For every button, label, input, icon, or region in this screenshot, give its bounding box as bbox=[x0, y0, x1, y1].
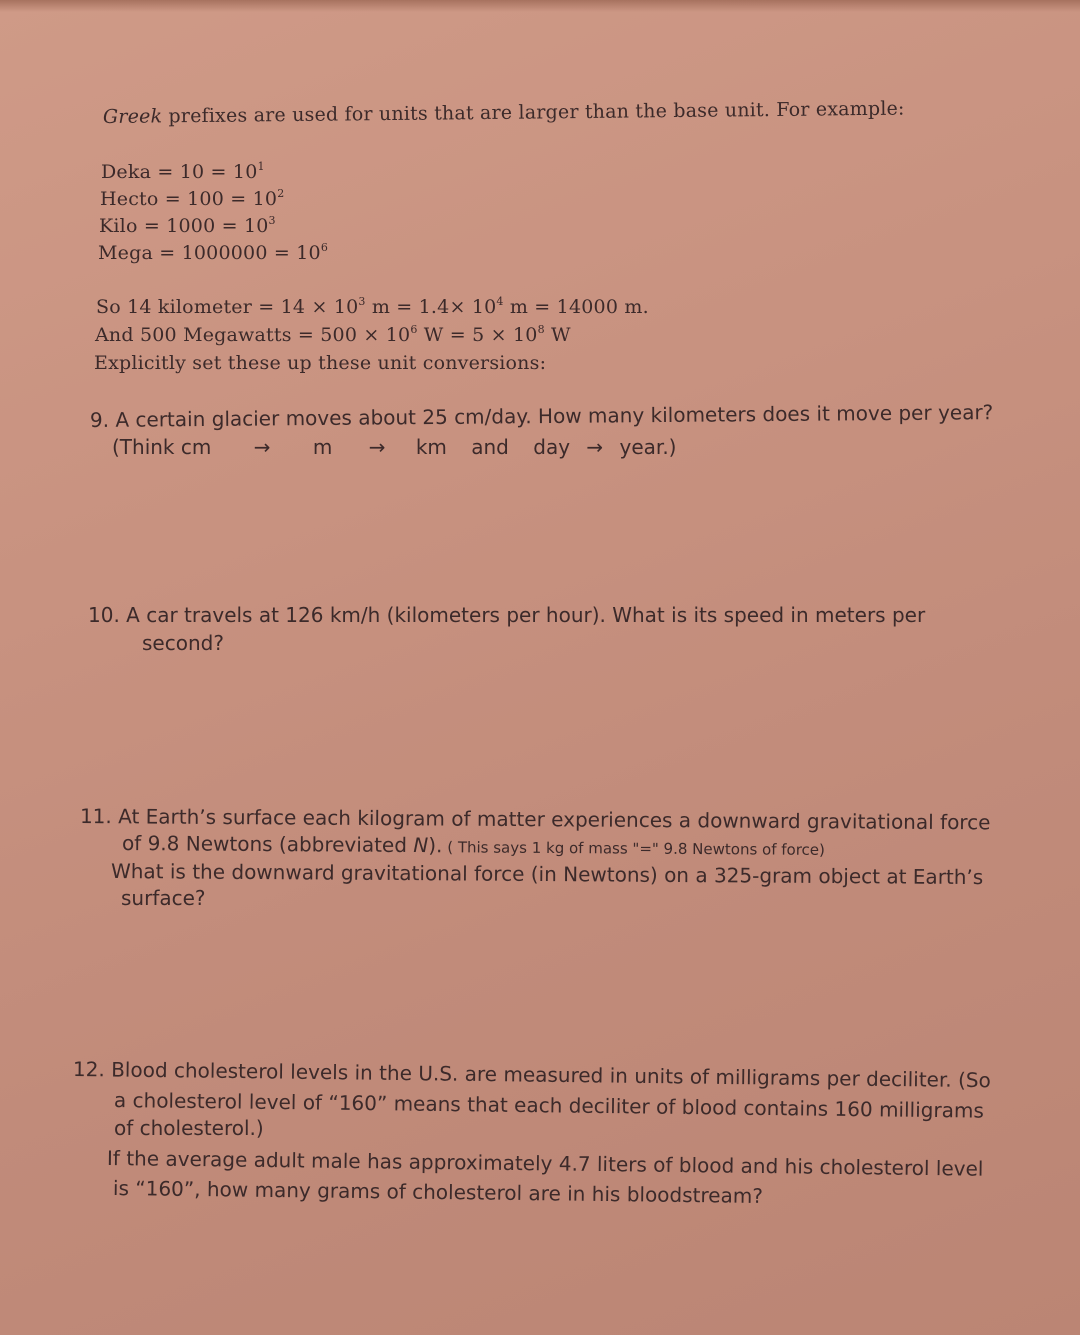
question-9-hint: (Think cm → m → km and day → year.) bbox=[112, 435, 677, 459]
intro-rest: prefixes are used for units that are larger than the base unit. For example: bbox=[162, 97, 905, 128]
intro-text bbox=[102, 97, 905, 128]
question-12-line5: is “160”, how many grams of cholesterol are in his bloodstream? bbox=[112, 1176, 764, 1208]
prefix-kilo: Kilo = $1000 = 10^3$ bbox=[99, 214, 276, 237]
question-12-line4: If the average adult male has approximately 4.7 liters of blood and his cholesterol level bbox=[106, 1146, 984, 1181]
arrow-icon: → bbox=[253, 435, 271, 459]
question-10-cont: second? bbox=[142, 631, 224, 655]
instruction-text: Explicitly set these up these unit conversions: bbox=[94, 352, 547, 374]
question-12: 12. Blood cholesterol levels in the U.S. are measured in units of milligrams per deciliter. (So bbox=[72, 1057, 991, 1093]
arrow-icon: → bbox=[586, 435, 604, 459]
question-9: 9. A certain glacier moves about 25 cm/day. How many kilometers does it move per year? bbox=[89, 400, 994, 432]
question-10: 10. A car travels at 126 km/h (kilometers per hour). What is its speed in meters per bbox=[88, 603, 926, 627]
greek-word: Greek bbox=[102, 105, 163, 128]
prefix-hecto: Hecto = $100 = 10^2$ bbox=[100, 187, 285, 210]
question-11-note: ( This says 1 kg of mass "=" 9.8 Newtons of force) bbox=[442, 838, 825, 859]
question-11-line2: of 9.8 Newtons (abbreviated N). ( This says 1 kg of mass "=" 9.8 Newtons of force) bbox=[121, 831, 825, 859]
prefix-mega: Mega = $1000000 = 10^6$ bbox=[98, 241, 329, 264]
example-megawatts: And 500 Megawatts = $500 \times 10^6$ $W = 5 \times 10^8$ W bbox=[95, 323, 571, 346]
example-kilometer: So 14 kilometer = $14 \times 10^3$ $m = 1.4\times 10^4$ m = 14000 m. bbox=[96, 295, 649, 318]
question-11-line4: surface? bbox=[121, 886, 206, 910]
question-11-line3: What is the downward gravitational force (in Newtons) on a 325-gram object at Earth’s bbox=[110, 859, 984, 890]
question-11: 11. At Earth’s surface each kilogram of matter experiences a downward gravitational force bbox=[79, 804, 991, 835]
prefix-deka: Deka = $10 = 10^1$ bbox=[101, 160, 265, 183]
question-12-line3: of cholesterol.) bbox=[114, 1116, 264, 1140]
question-12-line2: a cholesterol level of “160” means that each deciliter of blood contains 160 milligrams bbox=[113, 1088, 984, 1123]
arrow-icon: → bbox=[368, 435, 386, 459]
